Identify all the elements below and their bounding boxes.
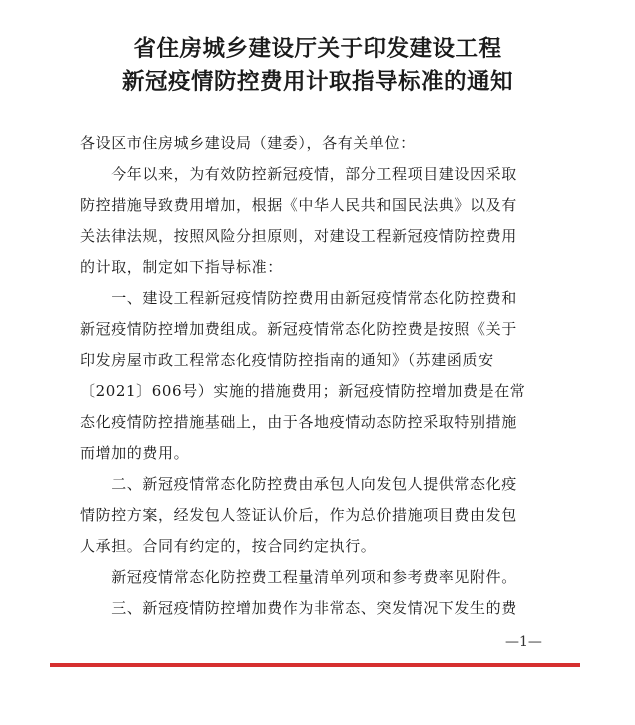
body-line: 新冠疫情常态化防控费工程量清单列项和参考费率见附件。 (80, 568, 517, 586)
body-line: 今年以来，为有效防控新冠疫情，部分工程项目建设因采取 (80, 165, 517, 183)
page-number: —1— (505, 634, 542, 650)
body-line: 情防控方案，经发包人签证认价后，作为总价措施项目费由发包 (80, 506, 517, 524)
salutation-line: 各设区市住房城乡建设局（建委），各有关单位： (80, 134, 416, 152)
body-line: 的计取，制定如下指导标准： (80, 258, 283, 276)
document-title-line-1: 省住房城乡建设厅关于印发建设工程 (133, 36, 502, 62)
body-line: 态化疫情防控措施基础上，由于各地疫情动态防控采取特别措施 (80, 413, 517, 431)
body-line: 〔2021〕606号）实施的措施费用；新冠疫情防控增加费是在常 (80, 382, 526, 400)
body-line: 人承担。合同有约定的，按合同约定执行。 (80, 537, 377, 555)
document-title-line-2: 新冠疫情防控费用计取指导标准的通知 (121, 69, 513, 95)
body-line: 三、新冠疫情防控增加费作为非常态、突发情况下发生的费 (80, 599, 517, 617)
body-line: 防控措施导致费用增加，根据《中华人民共和国民法典》以及有 (80, 196, 517, 214)
body-line: 而增加的费用。 (80, 444, 190, 462)
body-line: 关法律法规，按照风险分担原则，对建设工程新冠疫情防控费用 (80, 227, 517, 245)
red-divider-line (50, 663, 580, 667)
body-line: 新冠疫情防控增加费组成。新冠疫情常态化防控费是按照《关于 (80, 320, 517, 338)
body-line: 二、新冠疫情常态化防控费由承包人向发包人提供常态化疫 (80, 475, 517, 493)
body-line: 一、建设工程新冠疫情防控费用由新冠疫情常态化防控费和 (80, 289, 517, 307)
body-line: 印发房屋市政工程常态化疫情防控指南的通知》（苏建函质安 (80, 351, 494, 369)
